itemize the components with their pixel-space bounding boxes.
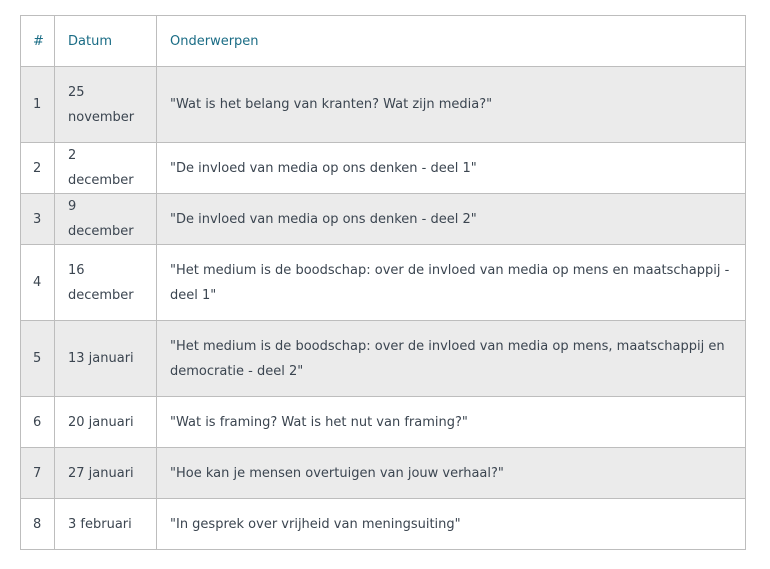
row-topic: "Wat is het belang van kranten? Wat zijn media?" <box>157 67 746 143</box>
table-header-row <box>21 16 746 67</box>
header-topics: Onderwerpen <box>157 16 746 67</box>
row-number: 6 <box>21 397 55 448</box>
row-date: 25 november <box>55 67 157 143</box>
table-row <box>21 448 746 499</box>
row-number: 2 <box>21 143 55 194</box>
row-topic: "De invloed van media op ons denken - deel 2" <box>157 194 746 245</box>
table-row <box>21 67 746 143</box>
table-row <box>21 143 746 194</box>
row-number: 7 <box>21 448 55 499</box>
row-topic: "De invloed van media op ons denken - deel 1" <box>157 143 746 194</box>
row-date: 27 januari <box>55 448 157 499</box>
row-date: 9 december <box>55 194 157 245</box>
row-number: 8 <box>21 499 55 550</box>
table-row <box>21 499 746 550</box>
row-date: 3 februari <box>55 499 157 550</box>
table-row <box>21 321 746 397</box>
row-number: 4 <box>21 245 55 321</box>
row-date: 2 december <box>55 143 157 194</box>
row-number: 1 <box>21 67 55 143</box>
header-date: Datum <box>55 16 157 67</box>
table-row <box>21 194 746 245</box>
row-topic: "In gesprek over vrijheid van meningsuiting" <box>157 499 746 550</box>
table-row <box>21 245 746 321</box>
row-date: 16 december <box>55 245 157 321</box>
row-date: 13 januari <box>55 321 157 397</box>
row-topic: "Wat is framing? Wat is het nut van framing?" <box>157 397 746 448</box>
row-number: 5 <box>21 321 55 397</box>
row-topic: "Het medium is de boodschap: over de invloed van media op mens en maatschappij - deel 1" <box>157 245 746 321</box>
row-topic: "Hoe kan je mensen overtuigen van jouw verhaal?" <box>157 448 746 499</box>
header-number: # <box>21 16 55 67</box>
row-number: 3 <box>21 194 55 245</box>
table-row <box>21 397 746 448</box>
row-date: 20 januari <box>55 397 157 448</box>
schedule-table-container <box>20 15 745 550</box>
schedule-table <box>20 15 746 550</box>
row-topic: "Het medium is de boodschap: over de invloed van media op mens, maatschappij en democratie - deel 2" <box>157 321 746 397</box>
